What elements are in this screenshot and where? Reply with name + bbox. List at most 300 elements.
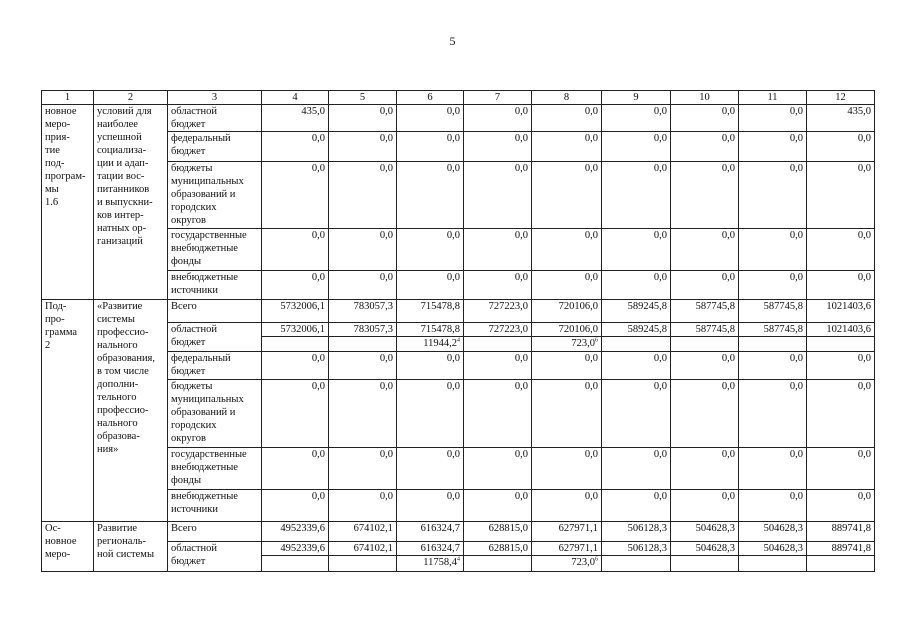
amount-cell — [739, 542, 807, 572]
amount-value: 506128,3 — [602, 542, 670, 556]
program-code-line: меро- — [45, 119, 71, 130]
amount-value: 616324,7 — [397, 542, 463, 556]
amount-value: 0,0 — [379, 353, 393, 364]
program-code-line: под- — [45, 158, 65, 169]
amount-cell — [329, 490, 397, 522]
amount-cell — [262, 380, 329, 448]
amount-value: 5732006,1 — [280, 301, 325, 312]
amount-value: 0,0 — [514, 449, 528, 460]
amount-cell — [262, 271, 329, 300]
funding-source-line: бюджет — [171, 556, 206, 567]
amount-cell — [807, 229, 875, 271]
amount-value: 727223,0 — [488, 301, 528, 312]
funding-source-line: бюджет — [171, 146, 206, 157]
amount-value: 0,0 — [653, 133, 667, 144]
amount-value: 0,0 — [721, 449, 735, 460]
funding-source-cell — [168, 300, 262, 323]
amount-cell — [397, 522, 464, 542]
amount-value: 506128,3 — [627, 523, 667, 534]
amount-cell — [464, 300, 532, 323]
amount-cell — [532, 105, 602, 132]
amount-cell — [464, 105, 532, 132]
amount-cell — [671, 352, 739, 380]
funding-source-line: муниципальных — [171, 176, 244, 187]
amount-value: 0,0 — [379, 449, 393, 460]
amount-cell — [262, 542, 329, 572]
amount-value: 0,0 — [514, 272, 528, 283]
program-title-cell — [94, 300, 168, 522]
amount-value: 435,0 — [847, 106, 871, 117]
budget-row — [42, 522, 875, 542]
amount-value: 0,0 — [514, 381, 528, 392]
amount-value: 0,0 — [379, 272, 393, 283]
amount-value: 0,0 — [446, 272, 460, 283]
amount-cell — [464, 132, 532, 162]
program-title-line: натных ор- — [97, 223, 147, 234]
funding-source-cell — [168, 490, 262, 522]
amount-value: 0,0 — [857, 163, 871, 174]
amount-value: 0,0 — [857, 353, 871, 364]
amount-value: 587745,8 — [695, 301, 735, 312]
amount-value: 0,0 — [721, 230, 735, 241]
amount-cell — [602, 522, 671, 542]
amount-cell — [464, 162, 532, 229]
amount-value: 0,0 — [514, 230, 528, 241]
amount-value: 0,0 — [721, 491, 735, 502]
amount-cell — [602, 323, 671, 352]
column-number-row — [42, 91, 875, 105]
amount-cell — [807, 271, 875, 300]
program-title-line: нального — [97, 418, 138, 429]
amount-value: 0,0 — [379, 163, 393, 174]
amount-value: 0,0 — [446, 106, 460, 117]
funding-source-line: областной — [171, 543, 217, 554]
amount-cell — [807, 323, 875, 352]
program-title-line: ной системы — [97, 549, 155, 560]
program-title-line: «Развитие — [97, 301, 143, 312]
amount-value: 0,0 — [514, 353, 528, 364]
amount-cell — [602, 271, 671, 300]
funding-source-line: областной — [171, 106, 217, 117]
program-title-line: профессио- — [97, 405, 149, 416]
amount-value: 0,0 — [653, 230, 667, 241]
program-title-cell — [94, 522, 168, 572]
amount-cell — [602, 162, 671, 229]
funding-source-line: внебюджетные — [171, 462, 238, 473]
funding-source-cell — [168, 162, 262, 229]
column-number-header: 3 — [168, 91, 262, 105]
amount-value: 0,0 — [379, 230, 393, 241]
funding-source-cell — [168, 542, 262, 572]
funding-source-cell — [168, 271, 262, 300]
funding-source-cell — [168, 105, 262, 132]
column-number-header: 12 — [807, 91, 875, 105]
amount-value: 0,0 — [311, 449, 325, 460]
amount-value: 0,0 — [311, 353, 325, 364]
funding-source-line: округов — [171, 215, 206, 226]
amount-value: 0,0 — [721, 163, 735, 174]
additional-amount-value: 723,0 — [571, 557, 595, 568]
program-code-cell — [42, 300, 94, 522]
amount-cell — [262, 323, 329, 352]
amount-cell — [532, 448, 602, 490]
amount-cell — [532, 490, 602, 522]
amount-cell — [464, 229, 532, 271]
amount-cell — [532, 522, 602, 542]
funding-source-line: бюджеты — [171, 163, 213, 174]
program-code-line: Ос- — [45, 523, 61, 534]
amount-value: 720106,0 — [532, 323, 601, 337]
amount-value: 0,0 — [789, 272, 803, 283]
column-number-header: 9 — [602, 91, 671, 105]
additional-amount-value: 11758,4 — [423, 557, 457, 568]
funding-source-cell — [168, 323, 262, 352]
additional-amount — [397, 337, 463, 350]
funding-source-line: внебюджетные — [171, 243, 238, 254]
footnote-mark: 4 — [457, 556, 460, 563]
amount-value: 0,0 — [721, 381, 735, 392]
amount-cell — [464, 352, 532, 380]
amount-cell — [464, 271, 532, 300]
amount-value: 715478,8 — [397, 323, 463, 337]
amount-cell — [532, 229, 602, 271]
amount-value: 0,0 — [379, 106, 393, 117]
amount-value: 0,0 — [311, 381, 325, 392]
amount-cell — [329, 132, 397, 162]
amount-value: 0,0 — [721, 272, 735, 283]
program-title-line: региональ- — [97, 536, 146, 547]
budget-row — [42, 105, 875, 132]
amount-value: 0,0 — [789, 230, 803, 241]
amount-value: 0,0 — [789, 381, 803, 392]
amount-cell — [397, 542, 464, 572]
amount-value: 889741,8 — [831, 523, 871, 534]
funding-source-cell — [168, 448, 262, 490]
column-number-header: 8 — [532, 91, 602, 105]
amount-value: 0,0 — [653, 449, 667, 460]
amount-value: 0,0 — [721, 106, 735, 117]
column-number-header: 5 — [329, 91, 397, 105]
amount-cell — [329, 542, 397, 572]
funding-source-line: бюджет — [171, 366, 206, 377]
amount-value: 0,0 — [379, 133, 393, 144]
amount-value: 0,0 — [446, 491, 460, 502]
amount-value: 0,0 — [584, 133, 598, 144]
funding-source-line: источники — [171, 285, 218, 296]
amount-cell — [532, 162, 602, 229]
amount-cell — [671, 490, 739, 522]
amount-cell — [262, 300, 329, 323]
amount-value: 674102,1 — [329, 542, 396, 556]
amount-cell — [329, 271, 397, 300]
amount-cell — [262, 229, 329, 271]
amount-cell — [532, 352, 602, 380]
amount-value: 727223,0 — [464, 323, 531, 337]
amount-cell — [671, 271, 739, 300]
amount-value: 0,0 — [514, 133, 528, 144]
amount-value: 5732006,1 — [262, 323, 328, 337]
amount-value: 0,0 — [311, 133, 325, 144]
amount-cell — [532, 271, 602, 300]
program-title-line: успешной — [97, 132, 142, 143]
amount-cell — [262, 132, 329, 162]
amount-value: 0,0 — [721, 133, 735, 144]
amount-value: 504628,3 — [671, 542, 738, 556]
amount-cell — [739, 132, 807, 162]
amount-cell — [671, 323, 739, 352]
amount-value: 0,0 — [584, 272, 598, 283]
program-title-line: образования, — [97, 353, 156, 364]
amount-cell — [739, 380, 807, 448]
amount-cell — [602, 105, 671, 132]
program-title-line: дополни- — [97, 379, 139, 390]
amount-cell — [602, 132, 671, 162]
funding-source-cell — [168, 522, 262, 542]
column-number-header: 1 — [42, 91, 94, 105]
funding-source-cell — [168, 229, 262, 271]
additional-amount — [397, 556, 463, 569]
amount-value: 627971,1 — [558, 523, 598, 534]
program-title-line: тации вос- — [97, 171, 145, 182]
funding-source-line: образований и — [171, 407, 236, 418]
amount-cell — [329, 448, 397, 490]
amount-value: 627971,1 — [532, 542, 601, 556]
amount-value: 0,0 — [311, 230, 325, 241]
amount-value: 628815,0 — [464, 542, 531, 556]
amount-cell — [602, 380, 671, 448]
funding-source-line: Всего — [171, 523, 197, 534]
funding-source-line: бюджет — [171, 337, 206, 348]
amount-cell — [739, 105, 807, 132]
amount-cell — [329, 522, 397, 542]
amount-value: 0,0 — [584, 230, 598, 241]
amount-cell — [397, 448, 464, 490]
funding-source-line: внебюджетные — [171, 272, 238, 283]
budget-row — [42, 300, 875, 323]
amount-cell — [671, 162, 739, 229]
amount-cell — [262, 490, 329, 522]
amount-value: 0,0 — [584, 381, 598, 392]
amount-value: 0,0 — [379, 491, 393, 502]
amount-cell — [739, 162, 807, 229]
amount-cell — [671, 380, 739, 448]
amount-cell — [807, 132, 875, 162]
amount-cell — [464, 448, 532, 490]
amount-value: 0,0 — [311, 491, 325, 502]
program-title-line: системы — [97, 314, 135, 325]
footnote-mark: 4 — [457, 337, 460, 344]
column-number-header: 11 — [739, 91, 807, 105]
program-code-line: новное — [45, 536, 77, 547]
amount-value: 0,0 — [584, 353, 598, 364]
program-title-line: ганизаций — [97, 236, 143, 247]
program-code-line: Под- — [45, 301, 67, 312]
amount-cell — [329, 380, 397, 448]
program-title-cell — [94, 105, 168, 300]
amount-value: 589245,8 — [627, 301, 667, 312]
amount-value: 587745,8 — [671, 323, 738, 337]
amount-cell — [397, 490, 464, 522]
amount-cell — [807, 162, 875, 229]
program-title-line: нального — [97, 340, 138, 351]
funding-source-line: бюджеты — [171, 381, 213, 392]
program-code-line: меро- — [45, 549, 71, 560]
funding-source-line: внебюджетные — [171, 491, 238, 502]
amount-value: 0,0 — [311, 163, 325, 174]
amount-cell — [739, 352, 807, 380]
amount-cell — [329, 352, 397, 380]
amount-cell — [671, 132, 739, 162]
amount-value: 783057,3 — [329, 323, 396, 337]
funding-source-line: областной — [171, 324, 217, 335]
amount-value: 4952339,6 — [280, 523, 325, 534]
amount-cell — [329, 105, 397, 132]
amount-cell — [262, 522, 329, 542]
funding-source-line: государственные — [171, 230, 247, 241]
footnote-mark: 6 — [595, 337, 598, 344]
page-number: 5 — [449, 34, 456, 48]
amount-cell — [807, 300, 875, 323]
amount-cell — [807, 490, 875, 522]
amount-value: 0,0 — [653, 381, 667, 392]
amount-cell — [397, 229, 464, 271]
additional-amount-value: 11944,2 — [423, 338, 457, 349]
amount-value: 628815,0 — [488, 523, 528, 534]
program-title-line: профессио- — [97, 327, 149, 338]
amount-value: 0,0 — [789, 163, 803, 174]
amount-value: 0,0 — [584, 106, 598, 117]
funding-source-line: федеральный — [171, 133, 231, 144]
column-number-header: 4 — [262, 91, 329, 105]
program-title-line: ния» — [97, 444, 119, 455]
amount-cell — [397, 105, 464, 132]
amount-cell — [739, 323, 807, 352]
amount-value: 0,0 — [857, 133, 871, 144]
funding-source-line: городских — [171, 420, 217, 431]
amount-value: 0,0 — [653, 491, 667, 502]
amount-cell — [397, 300, 464, 323]
column-number-header: 6 — [397, 91, 464, 105]
amount-cell — [807, 105, 875, 132]
amount-value: 504628,3 — [739, 542, 806, 556]
program-code-line: новное — [45, 106, 77, 117]
amount-cell — [602, 448, 671, 490]
amount-cell — [532, 542, 602, 572]
funding-source-cell — [168, 132, 262, 162]
program-code-cell — [42, 522, 94, 572]
column-number-header: 10 — [671, 91, 739, 105]
amount-value: 0,0 — [584, 449, 598, 460]
amount-cell — [807, 352, 875, 380]
program-code-line: грамма — [45, 327, 78, 338]
amount-cell — [397, 132, 464, 162]
amount-cell — [739, 229, 807, 271]
amount-cell — [671, 542, 739, 572]
program-title-line: условий для — [97, 106, 152, 117]
funding-source-line: государственные — [171, 449, 247, 460]
footnote-mark: 6 — [595, 556, 598, 563]
program-code-line: програм- — [45, 171, 86, 182]
amount-value: 0,0 — [789, 106, 803, 117]
amount-value: 0,0 — [514, 491, 528, 502]
additional-amount — [532, 337, 601, 350]
amount-cell — [464, 490, 532, 522]
program-title-line: в том числе — [97, 366, 149, 377]
amount-value: 0,0 — [379, 381, 393, 392]
amount-value: 587745,8 — [739, 323, 806, 337]
program-title-line: социализа- — [97, 145, 147, 156]
column-number-header: 2 — [94, 91, 168, 105]
program-title-line: образова- — [97, 431, 140, 442]
amount-cell — [739, 522, 807, 542]
program-code-line: 1.6 — [45, 197, 59, 208]
funding-source-line: фонды — [171, 475, 202, 486]
amount-cell — [602, 542, 671, 572]
amount-value: 1021403,6 — [826, 301, 871, 312]
amount-cell — [532, 323, 602, 352]
amount-value: 0,0 — [653, 163, 667, 174]
amount-value: 0,0 — [789, 133, 803, 144]
amount-cell — [329, 162, 397, 229]
amount-cell — [671, 229, 739, 271]
amount-cell — [532, 132, 602, 162]
amount-value: 0,0 — [311, 272, 325, 283]
amount-cell — [602, 229, 671, 271]
amount-value: 0,0 — [446, 449, 460, 460]
amount-value: 1021403,6 — [807, 323, 874, 337]
amount-value: 0,0 — [789, 491, 803, 502]
amount-value: 616324,7 — [420, 523, 460, 534]
funding-source-cell — [168, 352, 262, 380]
amount-cell — [671, 105, 739, 132]
funding-source-line: источники — [171, 504, 218, 515]
amount-cell — [262, 448, 329, 490]
funding-source-line: бюджет — [171, 119, 206, 130]
program-title-line: наиболее — [97, 119, 138, 130]
amount-cell — [464, 380, 532, 448]
amount-value: 0,0 — [789, 449, 803, 460]
amount-cell — [807, 542, 875, 572]
amount-cell — [397, 162, 464, 229]
amount-cell — [671, 448, 739, 490]
amount-value: 720106,0 — [558, 301, 598, 312]
amount-cell — [329, 323, 397, 352]
amount-value: 435,0 — [301, 106, 325, 117]
amount-value: 0,0 — [446, 163, 460, 174]
amount-cell — [532, 380, 602, 448]
amount-cell — [262, 105, 329, 132]
program-code-line: мы — [45, 184, 59, 195]
additional-amount — [532, 556, 601, 569]
amount-value: 504628,3 — [763, 523, 803, 534]
amount-value: 0,0 — [446, 133, 460, 144]
amount-cell — [807, 522, 875, 542]
amount-cell — [602, 352, 671, 380]
amount-value: 0,0 — [446, 381, 460, 392]
amount-value: 0,0 — [653, 272, 667, 283]
amount-cell — [602, 300, 671, 323]
amount-cell — [671, 300, 739, 323]
program-code-line: тие — [45, 145, 60, 156]
amount-cell — [397, 380, 464, 448]
program-title-line: питанников — [97, 184, 150, 195]
table-body — [42, 105, 875, 572]
amount-cell — [464, 542, 532, 572]
amount-value: 674102,1 — [353, 523, 393, 534]
program-code-line: 2 — [45, 340, 51, 351]
amount-value: 0,0 — [789, 353, 803, 364]
amount-cell — [397, 352, 464, 380]
